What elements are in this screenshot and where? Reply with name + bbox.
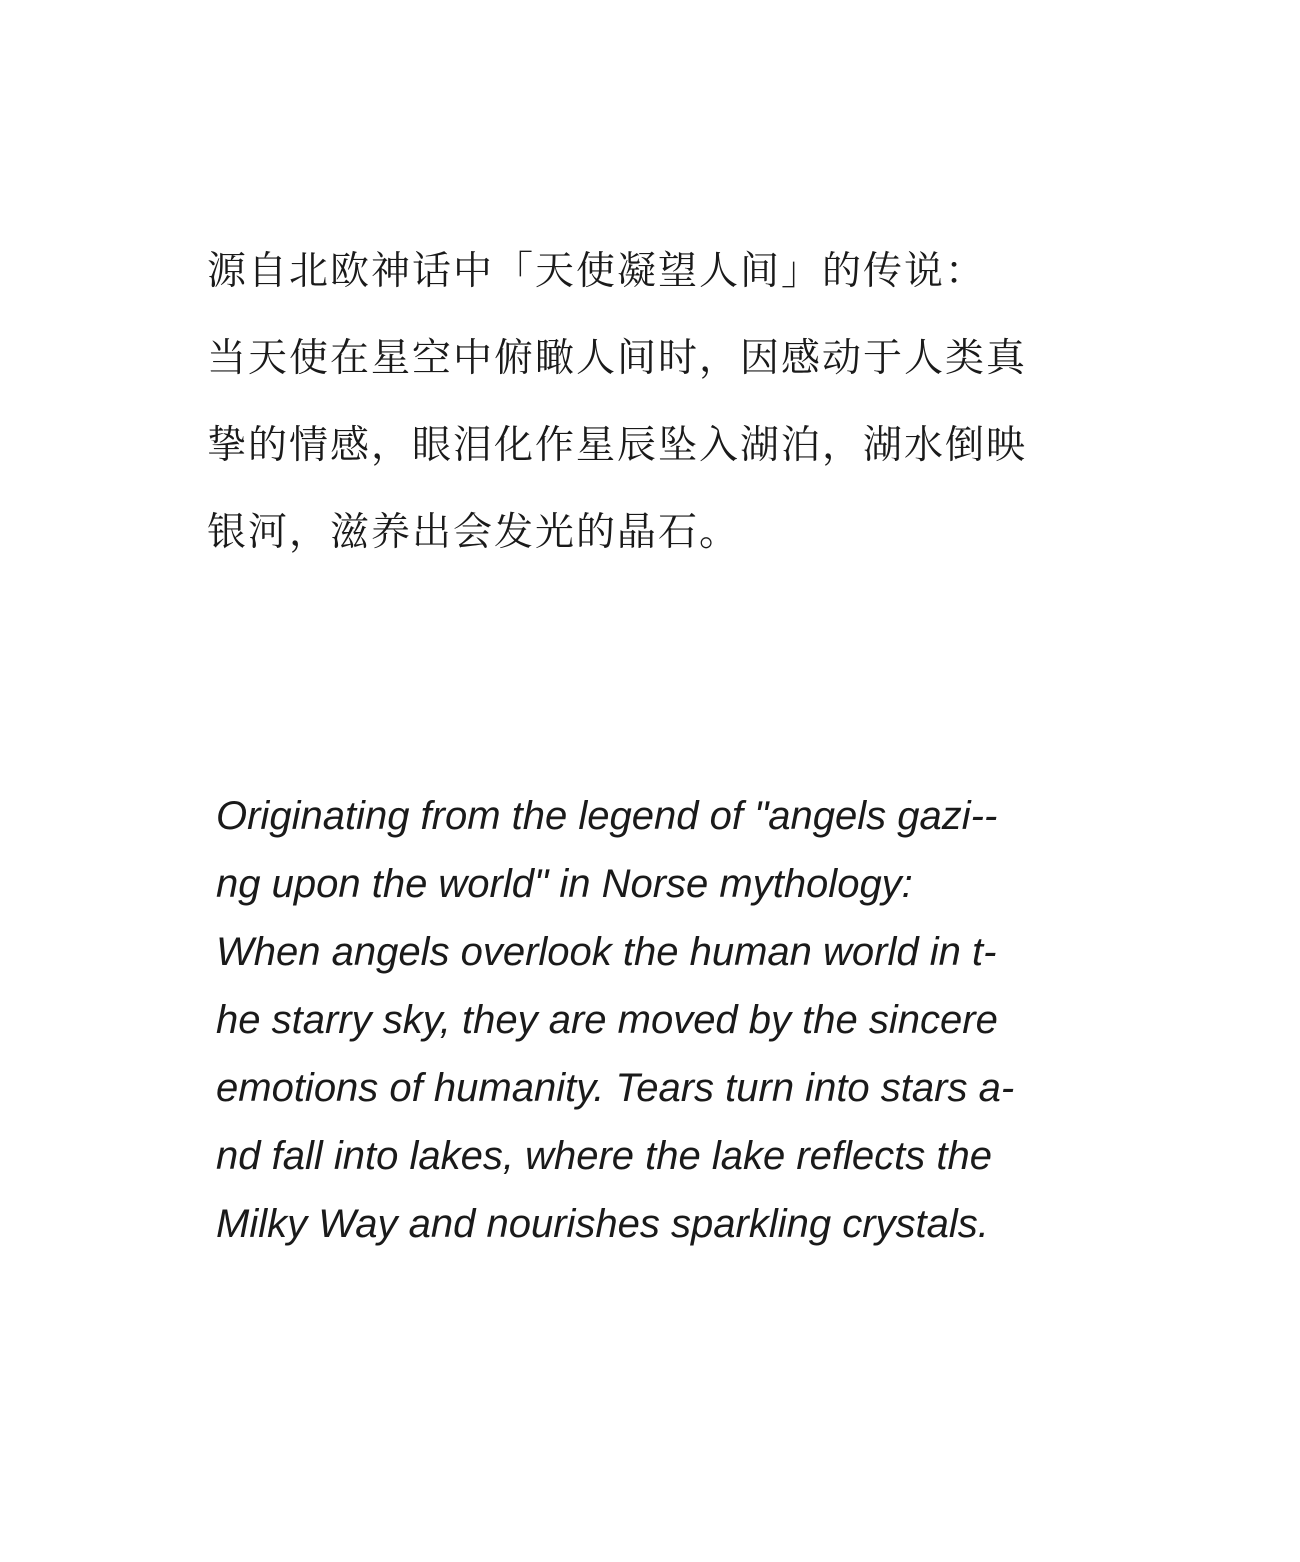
chinese-line-4: 银河，滋养出会发光的晶石。 xyxy=(207,510,741,555)
english-line-4: he starry sky, they are moved by the sincere xyxy=(216,998,998,1042)
english-legend-paragraph xyxy=(216,782,1116,1258)
english-line-7: Milky Way and nourishes sparkling crystals. xyxy=(216,1202,989,1246)
english-line-6: nd fall into lakes, where the lake reflects the xyxy=(216,1134,992,1178)
english-line-5: emotions of humanity. Tears turn into stars a- xyxy=(216,1066,1015,1110)
english-line-1: Originating from the legend of "angels gazi-- xyxy=(216,794,998,838)
chinese-line-3: 挚的情感，眼泪化作星辰坠入湖泊，湖水倒映 xyxy=(207,423,1028,468)
english-line-2: ng upon the world" in Norse mythology: xyxy=(216,862,913,906)
chinese-line-1: 源自北欧神话中「天使凝望人间」的传说： xyxy=(207,249,987,294)
chinese-line-2: 当天使在星空中俯瞰人间时，因感动于人类真 xyxy=(207,336,1028,381)
chinese-legend-paragraph xyxy=(207,228,1107,576)
english-line-3: When angels overlook the human world in t- xyxy=(216,930,997,974)
